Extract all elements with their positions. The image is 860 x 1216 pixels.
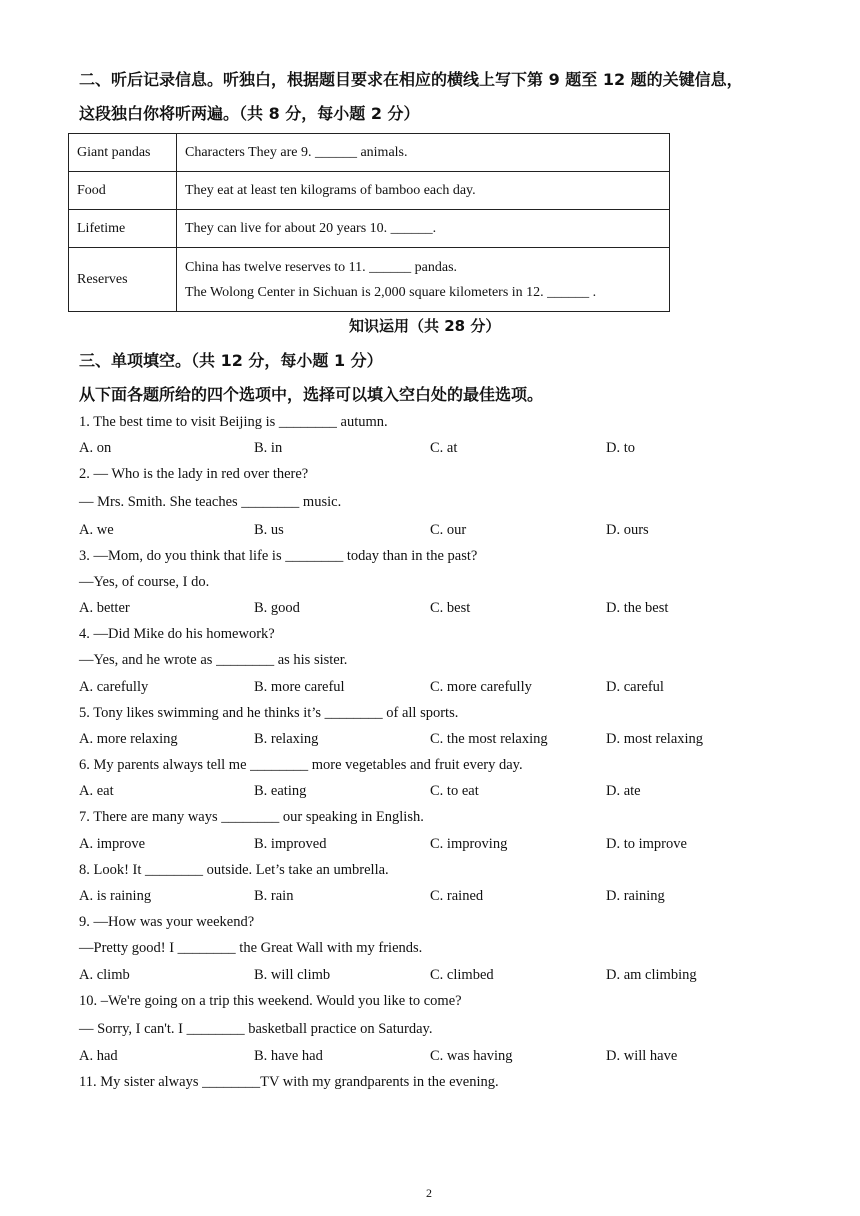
option-a: A. more relaxing: [79, 731, 178, 747]
knowledge-section-title: 知识运用（共 28 分）: [349, 317, 501, 335]
section2-heading-line2: 这段独白你将听两遍。（共 8 分，每小题 2 分）: [79, 104, 420, 123]
option-d: D. ate: [606, 783, 641, 799]
question-stem: —Yes, of course, I do.: [79, 574, 210, 590]
option-d: D. will have: [606, 1048, 678, 1064]
question-stem: —Yes, and he wrote as ________ as his sister.: [79, 652, 348, 668]
option-d: D. am climbing: [606, 967, 697, 983]
option-b: B. improved: [254, 836, 327, 852]
option-a: A. on: [79, 440, 112, 456]
question-stem: 11. My sister always ________TV with my grandparents in the evening.: [79, 1074, 499, 1090]
option-d: D. careful: [606, 679, 664, 695]
section3-heading: 三、单项填空。（共 12 分，每小题 1 分）: [79, 351, 383, 370]
listening-info-table: [68, 133, 670, 312]
table-row-label: Giant pandas: [69, 134, 177, 172]
option-d: D. to: [606, 440, 635, 456]
question-stem: — Sorry, I can't. I ________ basketball practice on Saturday.: [79, 1021, 433, 1037]
table-row-label: Food: [69, 172, 177, 210]
question-stem: — Mrs. Smith. She teaches ________ music.: [79, 494, 342, 510]
option-b: B. in: [254, 440, 283, 456]
option-c: C. best: [430, 600, 471, 616]
question-stem: 1. The best time to visit Beijing is ________ autumn.: [79, 414, 388, 430]
option-b: B. more careful: [254, 679, 345, 695]
table-row-content: Characters They are 9. ______ animals.: [177, 134, 670, 172]
option-d: D. to improve: [606, 836, 687, 852]
question-stem: 8. Look! It ________ outside. Let’s take an umbrella.: [79, 862, 389, 878]
option-a: A. eat: [79, 783, 114, 799]
option-c: C. was having: [430, 1048, 513, 1064]
question-stem: 6. My parents always tell me ________ more vegetables and fruit every day.: [79, 757, 523, 773]
option-c: C. improving: [430, 836, 508, 852]
option-b: B. relaxing: [254, 731, 319, 747]
table-row: [69, 210, 670, 248]
table-row: [69, 248, 670, 312]
section3-instruction: 从下面各题所给的四个选项中，选择可以填入空白处的最佳选项。: [79, 385, 544, 404]
table-row-label: Reserves: [69, 248, 177, 312]
option-a: A. carefully: [79, 679, 149, 695]
question-stem: 10. ‒We're going on a trip this weekend. Would you like to come?: [79, 993, 462, 1009]
option-c: C. to eat: [430, 783, 479, 799]
option-b: B. eating: [254, 783, 307, 799]
option-a: A. better: [79, 600, 130, 616]
option-d: D. the best: [606, 600, 669, 616]
option-c: C. the most relaxing: [430, 731, 548, 747]
option-a: A. climb: [79, 967, 130, 983]
option-d: D. raining: [606, 888, 665, 904]
question-stem: 4. —Did Mike do his homework?: [79, 626, 275, 642]
option-b: B. will climb: [254, 967, 331, 983]
option-c: C. at: [430, 440, 458, 456]
option-a: A. improve: [79, 836, 146, 852]
question-stem: 9. —How was your weekend?: [79, 914, 255, 930]
option-a: A. had: [79, 1048, 118, 1064]
question-stem: 5. Tony likes swimming and he thinks it’s ________ of all sports.: [79, 705, 459, 721]
question-stem: —Pretty good! I ________ the Great Wall with my friends.: [79, 940, 423, 956]
option-c: C. more carefully: [430, 679, 532, 695]
option-c: C. climbed: [430, 967, 494, 983]
option-c: C. rained: [430, 888, 484, 904]
question-stem: 2. — Who is the lady in red over there?: [79, 466, 309, 482]
option-a: A. is raining: [79, 888, 152, 904]
table-row: [69, 172, 670, 210]
question-stem: 3. —Mom, do you think that life is ________ today than in the past?: [79, 548, 478, 564]
option-b: B. good: [254, 600, 300, 616]
option-d: D. ours: [606, 522, 649, 538]
option-b: B. rain: [254, 888, 294, 904]
table-row-content: They can live for about 20 years 10. ______.: [177, 210, 670, 248]
table-row-label: Lifetime: [69, 210, 177, 248]
table-row-content: They eat at least ten kilograms of bamboo each day.: [177, 172, 670, 210]
option-a: A. we: [79, 522, 114, 538]
section2-heading-line1: 二、听后记录信息。听独白，根据题目要求在相应的横线上写下第 9 题至 12 题的关键信息，: [79, 70, 743, 89]
option-b: B. us: [254, 522, 284, 538]
option-d: D. most relaxing: [606, 731, 704, 747]
question-stem: 7. There are many ways ________ our speaking in English.: [79, 809, 424, 825]
option-c: C. our: [430, 522, 467, 538]
option-b: B. have had: [254, 1048, 323, 1064]
table-row: [69, 134, 670, 172]
table-row-content: China has twelve reserves to 11. ______ pandas. The Wolong Center in Sichuan is 2,000 square kilometers in 12. ______ .: [177, 248, 670, 312]
page-number: 2: [426, 1186, 432, 1200]
